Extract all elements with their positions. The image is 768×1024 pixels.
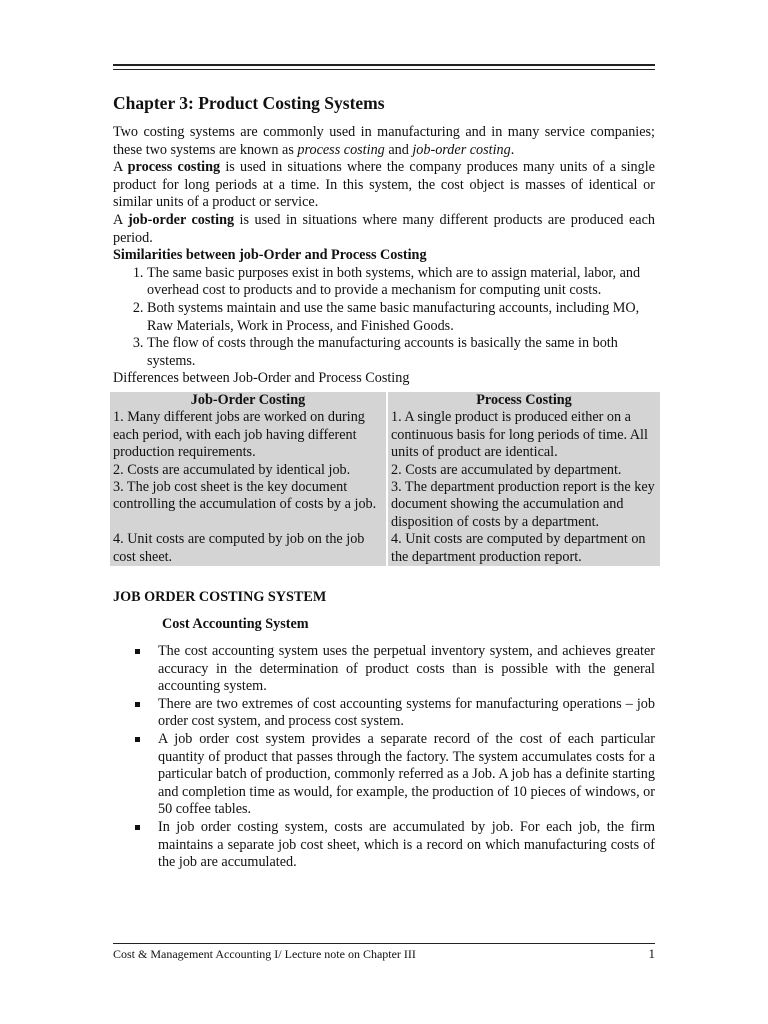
similarity-item: 1. The same basic purposes exist in both systems, which are to assign material, labor, and overhead cost to products and to provide a mechanism for computing unit costs. [147, 265, 655, 300]
table-row [110, 462, 660, 479]
table-cell: 1. A single product is produced either on a continuous basis for long periods of time. All units of product are identical. [388, 409, 660, 461]
table-header-row [110, 392, 660, 409]
intro-paragraph-2 [113, 159, 655, 212]
header-rule-thick [113, 64, 655, 66]
term-job-order-costing: job-order costing [412, 141, 511, 158]
square-bullet-icon [135, 825, 140, 830]
chapter-title: Chapter 3: Product Costing Systems [113, 93, 385, 113]
table-cell: 2. Costs are accumulated by identical job. [110, 462, 386, 479]
term-process-costing: process costing [297, 141, 385, 158]
table-cell: 4. Unit costs are computed by job on the job cost sheet. [110, 531, 386, 566]
table-row [110, 479, 660, 531]
intro-text: is used in situations where many different products are produced each period. [113, 211, 655, 246]
intro-text: Two costing systems are commonly used in manufacturing and in many service companies; these two systems are known as [113, 124, 655, 158]
table-cell: 1. Many different jobs are worked on during each period, with each job having different production requirements. [110, 409, 386, 461]
list-item-text: The cost accounting system uses the perpetual inventory system, and achieves greater accuracy in the determination of product costs than is possible with the general accounting system. [158, 643, 655, 695]
intro-text: is used in situations where the company produces many units of a single product for long periods at a time. In this system, the cost object is masses of identical or similar units of a product or service. [113, 159, 655, 211]
differences-heading: Differences between Job-Order and Process Costing [113, 370, 410, 387]
table-cell: 3. The job cost sheet is the key document controlling the accumulation of costs by a job. [110, 479, 386, 531]
differences-table [108, 392, 662, 566]
similarity-item: 2. Both systems maintain and use the same basic manufacturing accounts, including MO, Raw Materials, Work in Process, and Finished Goods. [147, 300, 655, 335]
header-rule-thin [113, 69, 655, 70]
intro-text: . [510, 141, 515, 158]
subsection-heading: Cost Accounting System [162, 616, 309, 632]
term-process-costing-bold: process costing [127, 159, 221, 176]
bullet-list [135, 643, 655, 872]
footer-text: Cost & Management Accounting I/ Lecture note on Chapter III [113, 947, 416, 961]
intro-paragraph-3 [113, 212, 655, 247]
table-row [110, 531, 660, 566]
column-header-process: Process Costing [388, 392, 660, 409]
intro-paragraph-1 [113, 124, 655, 159]
column-header-job-order: Job-Order Costing [110, 392, 386, 409]
square-bullet-icon [135, 649, 140, 654]
list-item [135, 819, 655, 872]
similarity-item: 3. The flow of costs through the manufacturing accounts is basically the same in both systems. [147, 335, 655, 370]
similarities-list [113, 265, 655, 371]
table-row [110, 409, 660, 461]
list-item [135, 731, 655, 819]
section-heading: JOB ORDER COSTING SYSTEM [113, 589, 327, 605]
list-item-text: There are two extremes of cost accounting systems for manufacturing operations – job order cost system, and process cost system. [158, 695, 655, 730]
table-cell: 2. Costs are accumulated by department. [388, 462, 660, 479]
intro-section [113, 124, 655, 388]
term-job-order-costing-bold: job-order costing [127, 211, 235, 228]
list-item [135, 696, 655, 731]
table-cell: 3. The department production report is the key document showing the accumulation and disposition of costs by a department. [388, 479, 660, 531]
page-number: 1 [648, 946, 655, 961]
table-cell: 4. Unit costs are computed by department on the department production report. [388, 531, 660, 566]
square-bullet-icon [135, 737, 140, 742]
intro-text: A [113, 211, 128, 228]
footer-rule [113, 943, 655, 944]
list-item [135, 643, 655, 696]
intro-text: A [113, 159, 128, 176]
intro-text: and [384, 141, 413, 158]
square-bullet-icon [135, 702, 140, 707]
list-item-text: A job order cost system provides a separate record of the cost of each particular quantity of product that passes through the factory. The system accumulates costs for a particular batch of production, commonly referred as a Job. A job has a definite starting and completion time as would, for example, the production of 10 pieces of windows, or 50 coffee tables. [158, 730, 655, 818]
list-item-text: In job order costing system, costs are accumulated by job. For each job, the firm maintains a separate job cost sheet, which is a record on which manufacturing costs of the job are accumulated. [158, 818, 655, 871]
similarities-heading: Similarities between job-Order and Process Costing [113, 247, 427, 264]
